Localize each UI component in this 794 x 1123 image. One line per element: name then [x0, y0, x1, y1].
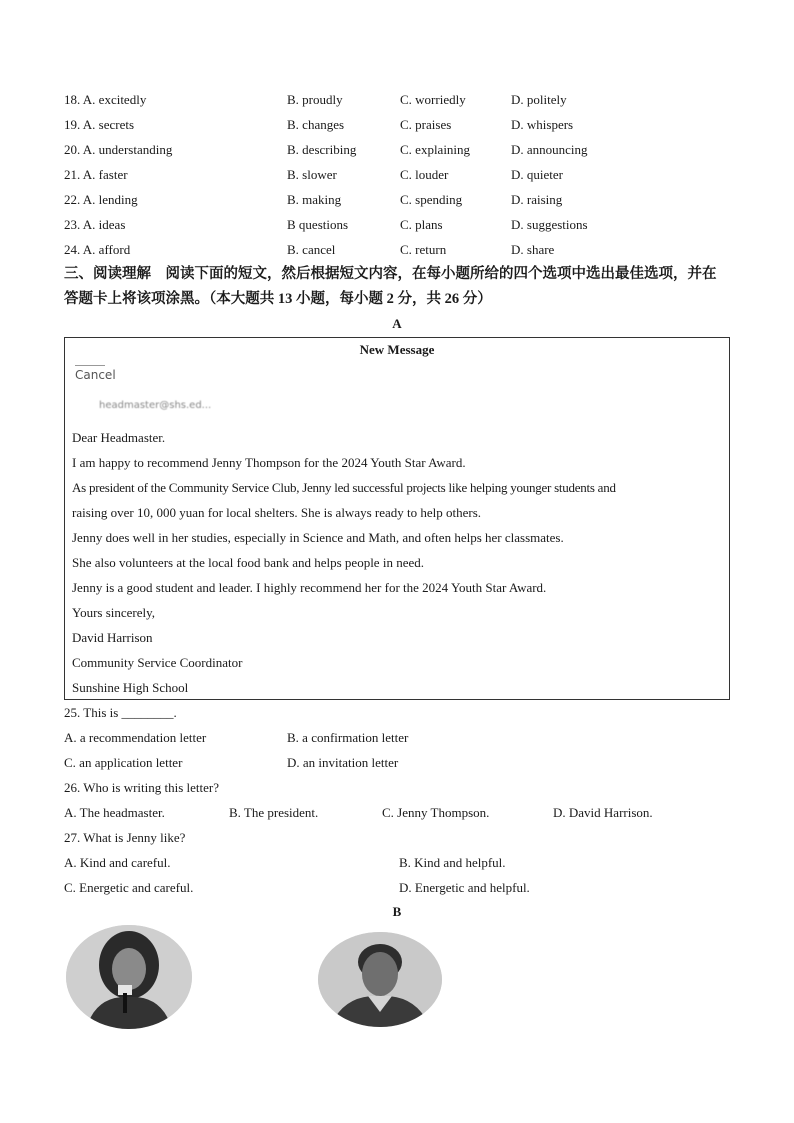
message-line: As president of the Community Service Club, Jenny led successful projects like helping younger students and: [72, 480, 616, 495]
divider: [75, 365, 105, 366]
option-c: C. an application letter: [64, 755, 183, 770]
portrait-photo-woman: [66, 925, 192, 1029]
option-b: B. Kind and helpful.: [399, 855, 506, 870]
option-d: D. Energetic and helpful.: [399, 880, 530, 895]
message-box: [64, 337, 730, 700]
section-heading: 三、阅读理解 阅读下面的短文，然后根据短文内容，在每小题所给的四个选项中选出最佳选项，并在答题卡上将该项涂黑。（本大题共 13 小题，每小题 2 分，共 26 分）: [64, 266, 717, 307]
message-title: New Message: [359, 342, 435, 357]
question-26-stem: 26. Who is writing this letter?: [64, 780, 220, 795]
message-line: Community Service Coordinator: [72, 655, 243, 670]
passage-b-label: B: [392, 904, 402, 919]
man-portrait-image: [318, 932, 442, 1027]
message-line: Dear Headmaster.: [72, 430, 166, 445]
option-c: C. Energetic and careful.: [64, 880, 194, 895]
option-a: A. The headmaster.: [64, 805, 165, 820]
question-25-stem: 25. This is ________.: [64, 705, 177, 720]
option-d: D. an invitation letter: [287, 755, 399, 770]
message-line: Sunshine High School: [72, 680, 189, 695]
portrait-photo-man: [318, 932, 442, 1027]
recipient-address: headmaster@shs.ed...: [99, 400, 212, 411]
woman-with-microphone-image: [66, 925, 192, 1029]
question-27-stem: 27. What is Jenny like?: [64, 830, 186, 845]
option-b: B. a confirmation letter: [287, 730, 409, 745]
message-line: She also volunteers at the local food bank and helps people in need.: [72, 555, 424, 570]
message-line: Yours sincerely,: [72, 605, 156, 620]
cancel-label: Cancel: [75, 368, 116, 382]
message-line: David Harrison: [72, 630, 153, 645]
message-line: raising over 10, 000 yuan for local shelters. She is always ready to help others.: [72, 505, 482, 520]
option-a: A. a recommendation letter: [64, 730, 207, 745]
option-c: C. Jenny Thompson.: [382, 805, 490, 820]
message-line: Jenny is a good student and leader. I highly recommend her for the 2024 Youth Star Award.: [72, 580, 547, 595]
option-a: A. Kind and careful.: [64, 855, 171, 870]
message-line: I am happy to recommend Jenny Thompson for the 2024 Youth Star Award.: [72, 455, 466, 470]
passage-a-label: A: [392, 316, 402, 331]
option-d: D. David Harrison.: [553, 805, 653, 820]
message-line: Jenny does well in her studies, especially in Science and Math, and often helps her classmates.: [72, 530, 564, 545]
option-b: B. The president.: [229, 805, 319, 820]
